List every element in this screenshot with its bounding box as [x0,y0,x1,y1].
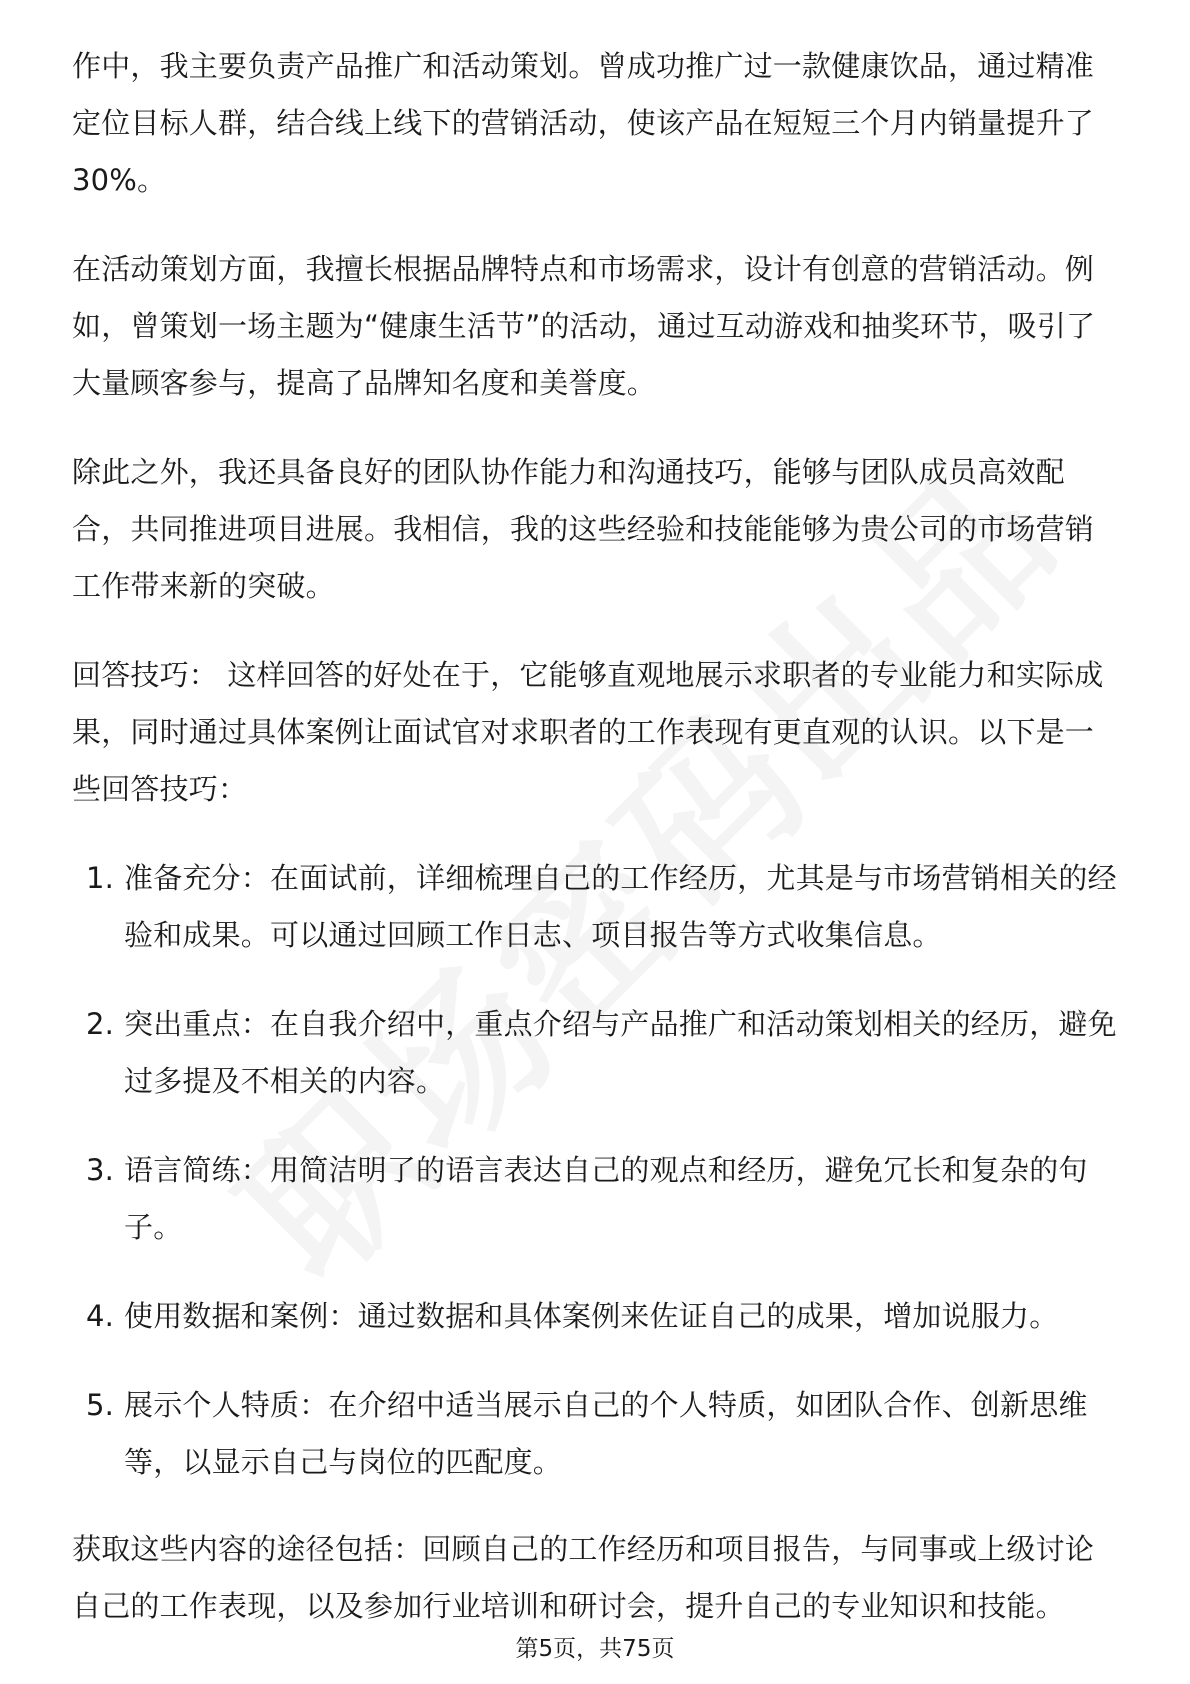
document-page [72,38,1122,1667]
list-item-text: 展示个人特质：在介绍中适当展示自己的个人特质，如团队合作、创新思维等，以显示自己与岗位的匹配度。 [124,1388,1088,1479]
list-item-text: 准备充分：在面试前，详细梳理自己的工作经历，尤其是与市场营销相关的经验和成果。可以通过回顾工作日志、项目报告等方式收集信息。 [124,861,1117,952]
list-item-number: 2. [86,1007,115,1041]
list-item [72,1142,1122,1256]
paragraph-answer-tips-intro: 回答技巧： 这样回答的好处在于，它能够直观地展示求职者的专业能力和实际成果，同时通过具体案例让面试官对求职者的工作表现有更直观的认识。以下是一些回答技巧： [72,658,1104,806]
list-item [72,996,1122,1110]
list-item [72,1377,1122,1491]
list-item-number: 4. [86,1299,115,1333]
paragraph-product-promotion: 作中，我主要负责产品推广和活动策划。曾成功推广过一款健康饮品，通过精准定位目标人群，结合线上线下的营销活动，使该产品在短短三个月内销量提升了30%。 [72,49,1095,197]
list-item-number: 3. [86,1153,115,1187]
page-footer: 第5页，共75页 [515,1636,675,1662]
paragraph-event-planning: 在活动策划方面，我擅长根据品牌特点和市场需求，设计有创意的营销活动。例如，曾策划一场主题为“健康生活节”的活动，通过互动游戏和抽奖环节，吸引了大量顾客参与，提高了品牌知名度和美誉度。 [72,252,1096,400]
paragraph-sources: 获取这些内容的途径包括：回顾自己的工作经历和项目报告，与同事或上级讨论自己的工作表现，以及参加行业培训和研讨会，提升自己的专业知识和技能。 [72,1532,1095,1623]
tips-list [72,850,1122,1491]
list-item-text: 语言简练：用简洁明了的语言表达自己的观点和经历，避免冗长和复杂的句子。 [124,1153,1088,1244]
list-item-text: 突出重点：在自我介绍中，重点介绍与产品推广和活动策划相关的经历，避免过多提及不相关的内容。 [124,1007,1117,1098]
list-item [72,850,1122,964]
paragraph-teamwork: 除此之外，我还具备良好的团队协作能力和沟通技巧，能够与团队成员高效配合，共同推进项目进展。我相信，我的这些经验和技能能够为贵公司的市场营销工作带来新的突破。 [72,455,1095,603]
list-item-number: 5. [86,1388,115,1422]
list-item-text: 使用数据和案例：通过数据和具体案例来佐证自己的成果，增加说服力。 [124,1299,1059,1333]
list-item [72,1288,1122,1345]
list-item-number: 1. [86,861,115,895]
